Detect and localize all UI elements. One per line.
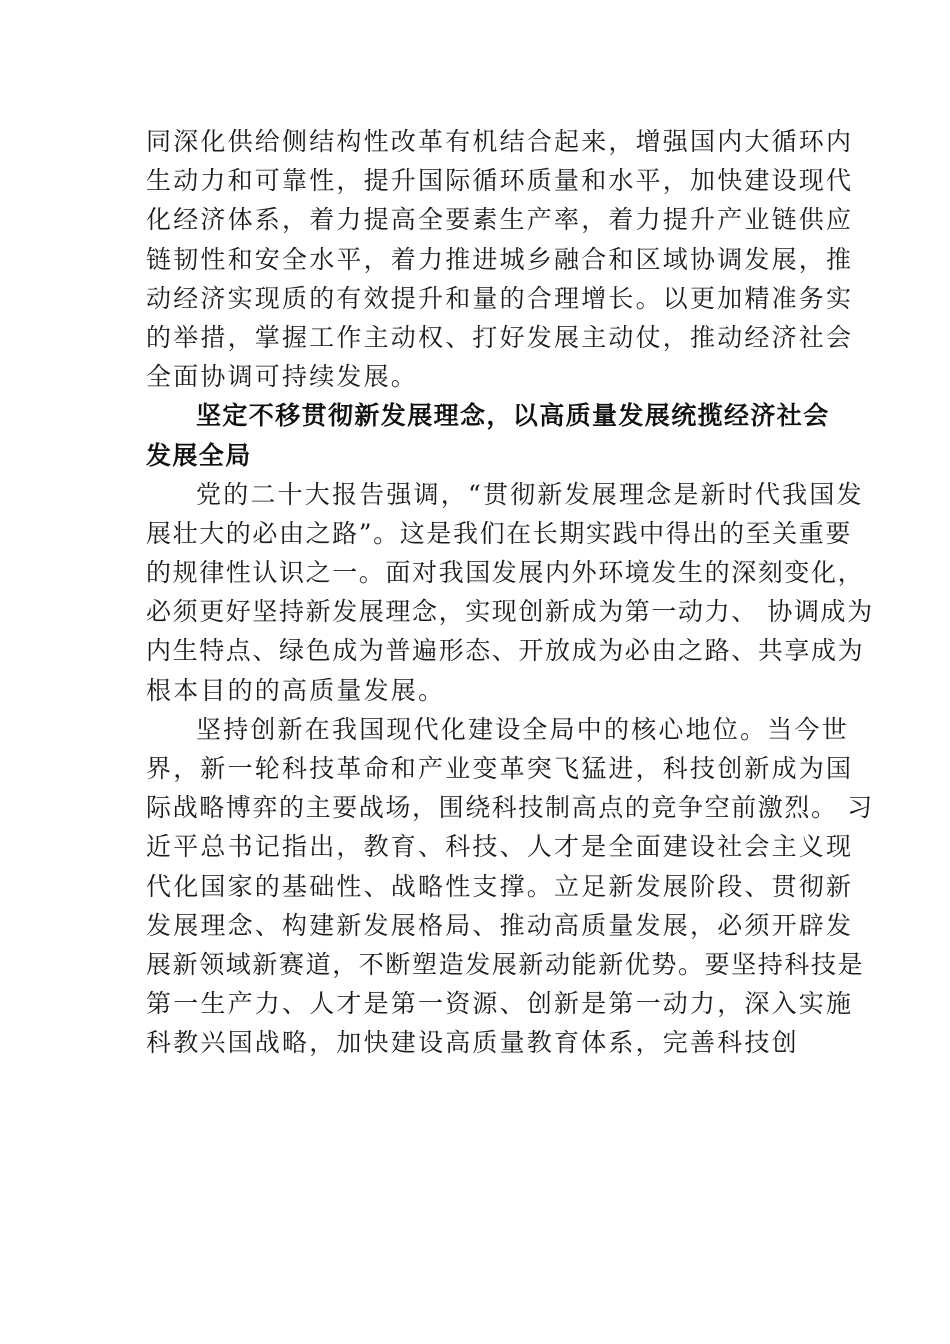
text-line: 根本目的的高质量发展。 [146,675,446,705]
text-line: 链韧性和安全水平，着力推进城乡融合和区域协调发展，推 [146,244,854,274]
paragraph-innovation [146,710,874,1063]
section-heading [146,396,830,474]
heading-line: 发展全局 [146,440,252,470]
heading-line: 坚定不移贯彻新发展理念，以高质量发展统揽经济社会 [196,401,830,431]
text-line: 界，新一轮科技革命和产业变革突飞猛进，科技创新成为国 [146,754,854,783]
text-line: 党的二十大报告强调，“贯彻新发展理念是新时代我国发 [196,479,864,509]
text-line: 展新领域新赛道，不断塑造发展新动能新优势。要坚持科技是 [146,949,865,979]
text-line: 化经济体系，着力提高全要素生产率，着力提升产业链供应 [146,205,854,235]
text-line: 发展理念、构建新发展格局、推动高质量发展，必须开辟发 [146,910,854,940]
text-line: 科教兴国战略，加快建设高质量教育体系，完善科技创 [146,1028,799,1058]
document-body [146,122,874,1063]
text-line: 内生特点、绿色成为普遍形态、开放成为必由之路、共享成为 [146,636,865,666]
text-line: 的规律性认识之一。面对我国发展内外环境发生的深刻变化， [146,558,865,588]
text-line: 代化国家的基础性、战略性支撑。立足新发展阶段、贯彻新 [146,871,854,901]
text-line: 同深化供给侧结构性改革有机结合起来，增强国内大循环内 [146,127,854,156]
text-line: 展壮大的必由之路”。这是我们在长期实践中得出的至关重要 [146,518,852,548]
text-line: 坚持创新在我国现代化建设全局中的核心地位。当今世 [196,714,849,744]
text-line: 第一生产力、人才是第一资源、创新是第一动力，深入实施 [146,989,854,1019]
paragraph-new-development-philosophy [146,475,874,710]
text-line: 际战略博弈的主要战场，围绕科技制高点的竞争空前激烈。 习 [146,793,874,823]
text-line: 近平总书记指出，教育、科技、人才是全面建设社会主义现 [146,832,854,862]
paragraph-continuation [146,122,854,396]
text-line: 生动力和可靠性，提升国际循环质量和水平，加快建设现代 [146,166,854,196]
text-line: 动经济实现质的有效提升和量的合理增长。以更加精准务实 [146,283,854,313]
text-line: 必须更好坚持新发展理念，实现创新成为第一动力、 协调成为 [146,597,874,627]
text-line: 的举措，掌握工作主动权、打好发展主动仗，推动经济社会 [146,322,854,352]
text-line: 全面协调可持续发展。 [146,362,419,392]
